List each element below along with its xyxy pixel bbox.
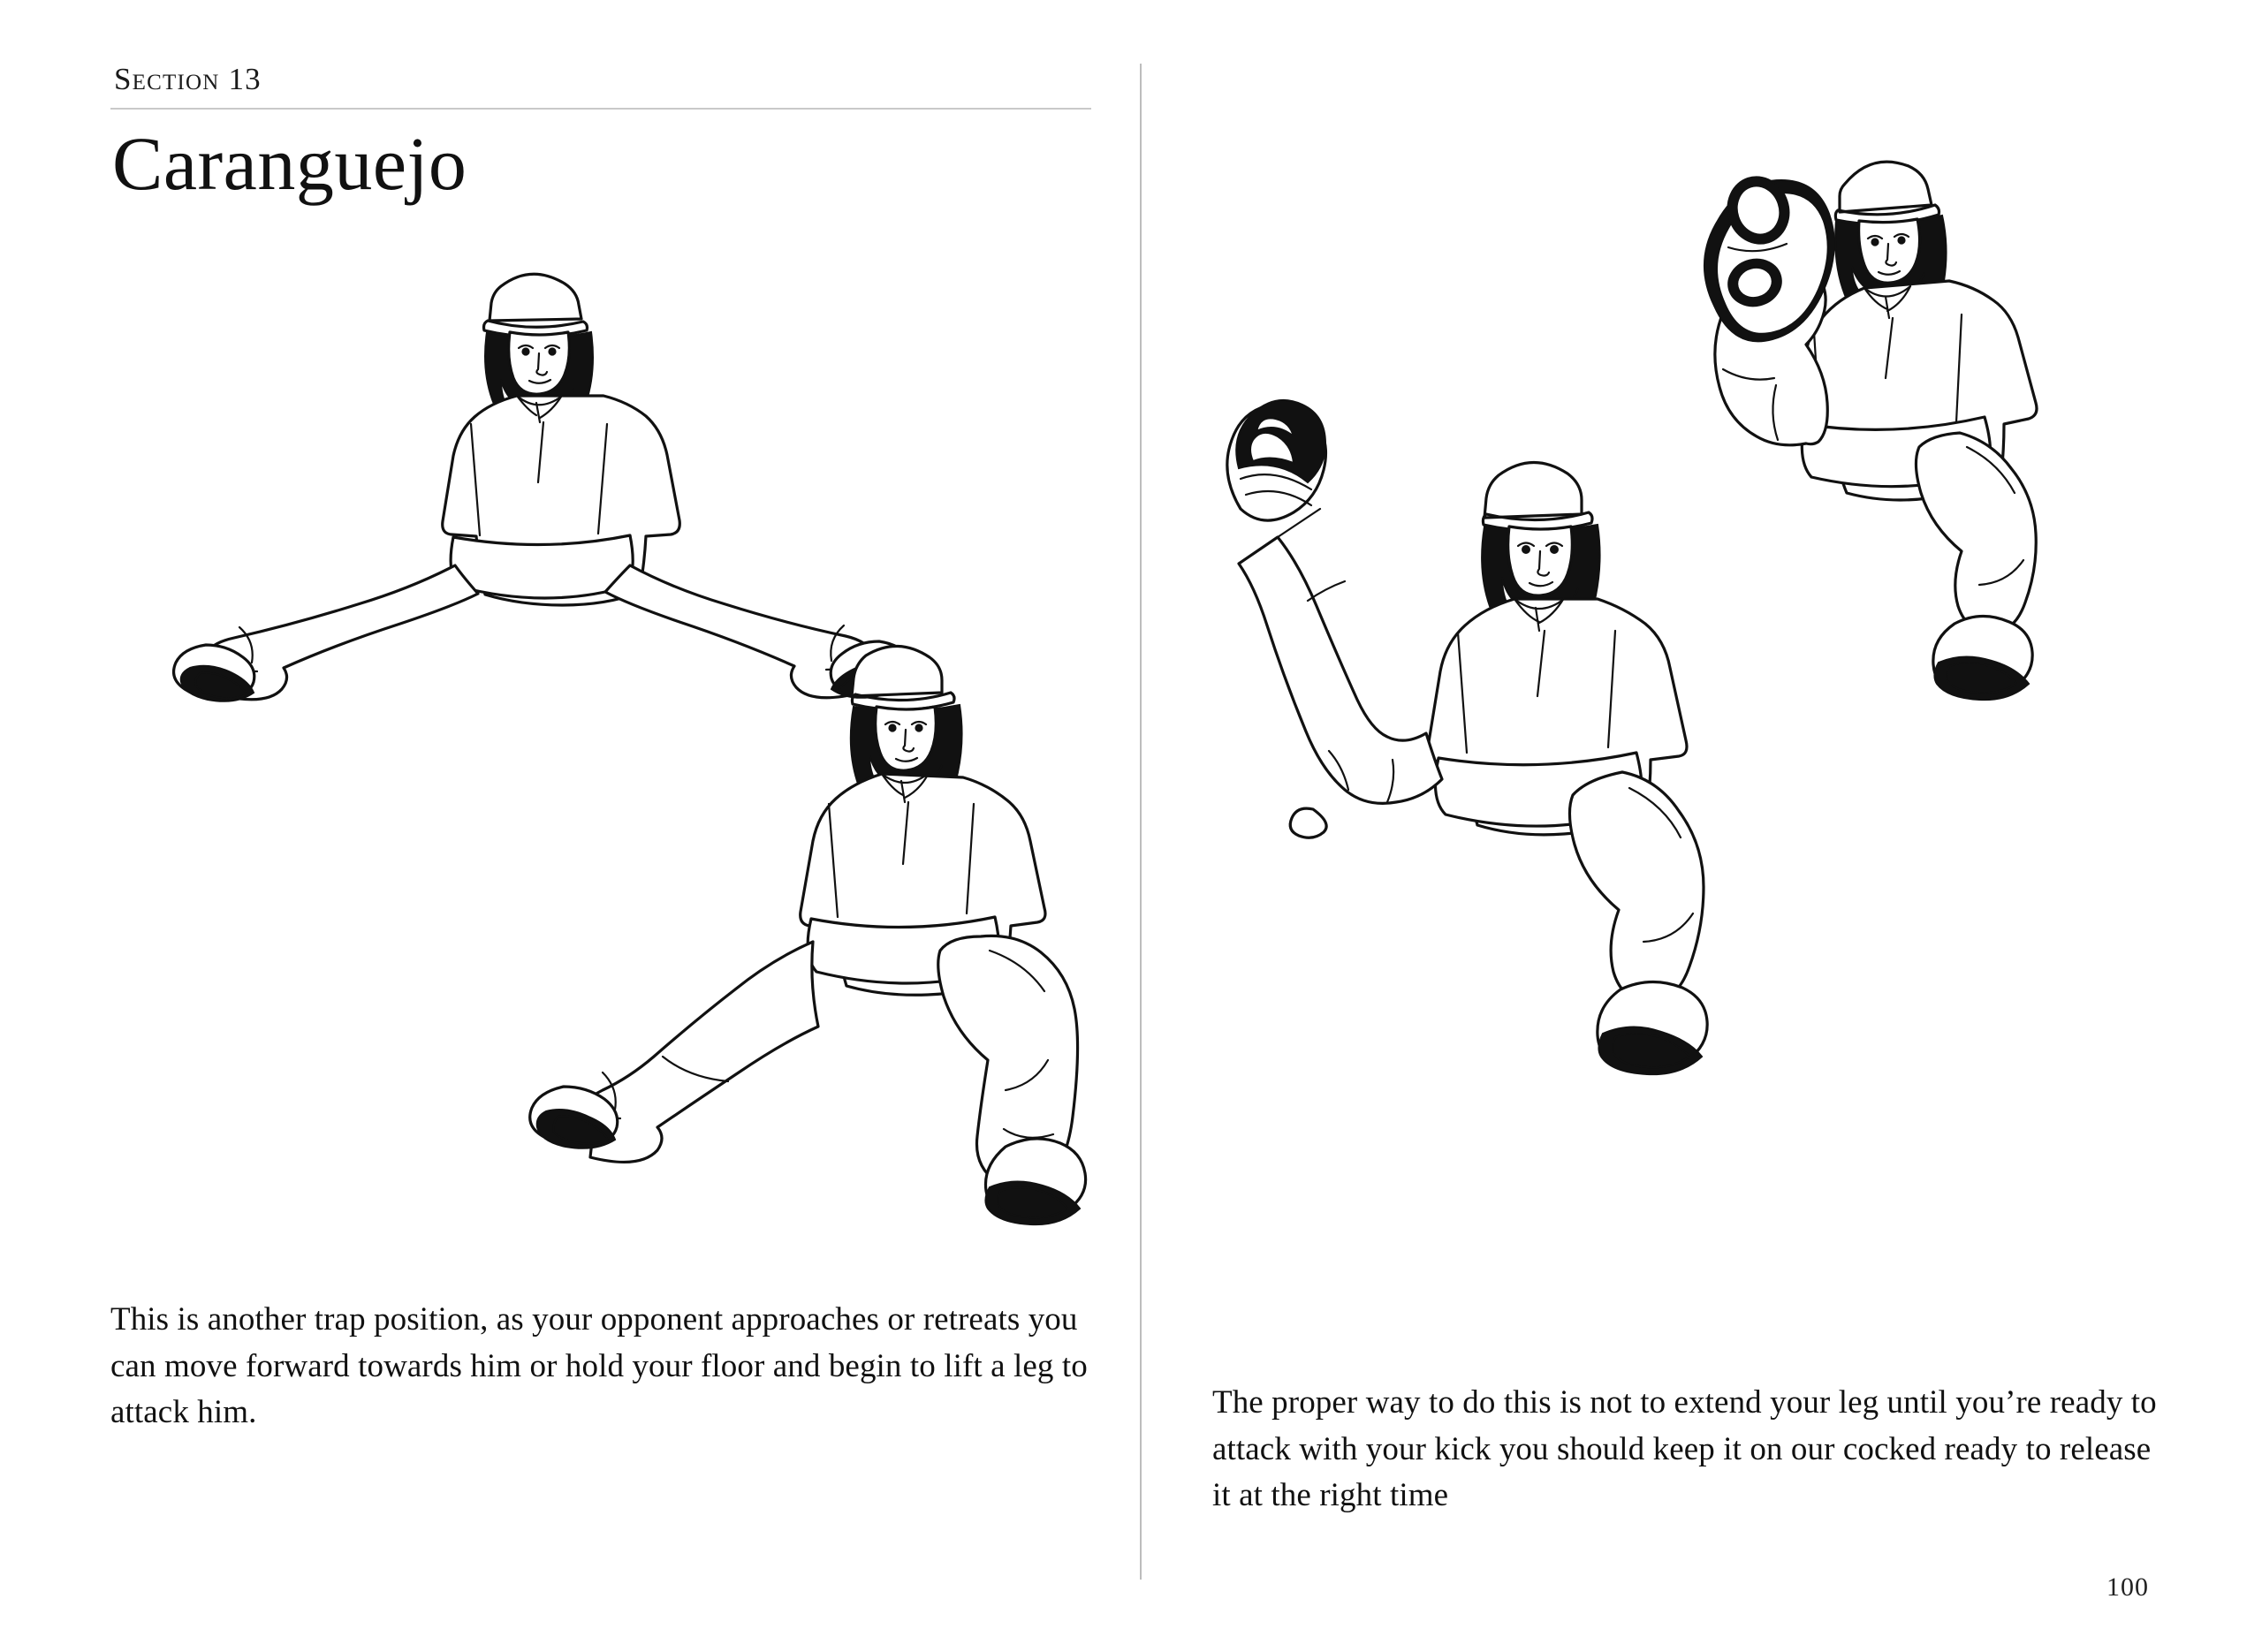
page-number: 100 bbox=[2106, 1572, 2149, 1602]
column-divider bbox=[1140, 64, 1142, 1580]
page-title: Caranguejo bbox=[112, 121, 467, 206]
right-caption: The proper way to do this is not to extend your leg until you’re ready to attack with your kick you should keep it on our cocked ready to release it at the right time bbox=[1212, 1384, 2157, 1514]
figure-seated-one-knee-up bbox=[371, 645, 1104, 1263]
section-label: Section 13 bbox=[114, 62, 262, 96]
figure-crab-kick-tucked bbox=[1202, 380, 1909, 1290]
left-caption: This is another trap position, as your opponent approaches or retreats you can move forward towards him or hold your floor and begin to lift a leg to attack him. bbox=[110, 1301, 1088, 1431]
header-rule bbox=[110, 108, 1091, 110]
